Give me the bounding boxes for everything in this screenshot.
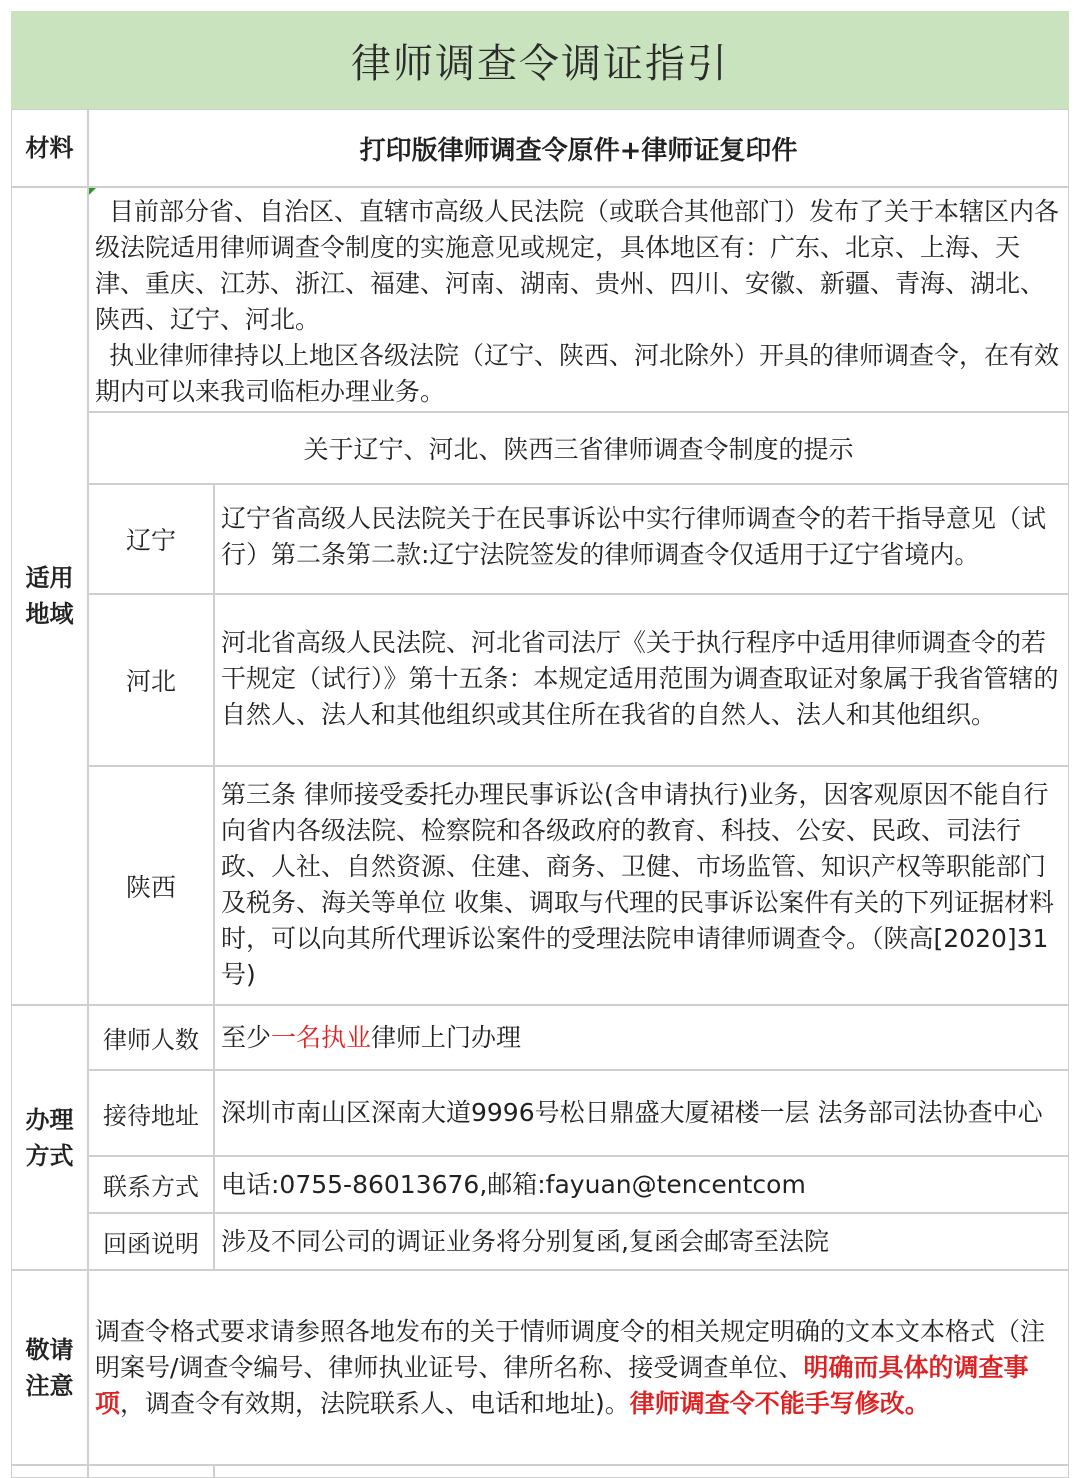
notice-label-line2: 注意 xyxy=(25,1371,74,1400)
lawyer-count-suffix: 律师上门办理 xyxy=(371,1022,522,1052)
notice-text xyxy=(88,1270,1069,1465)
region-intro-paragraph-2: 执业律师律持以上地区各级法院（辽宁、陕西、河北除外）开具的律师调查令，在有效期内可以来我司临柜办理业务。 xyxy=(95,341,1060,406)
next-row-cell xyxy=(214,1465,1069,1478)
notice-label xyxy=(11,1270,88,1465)
region-intro-paragraph-1: 目前部分省、自治区、直辖市高级人民法院（或联合其他部门）发布了关于本辖区内各级法院适用律师调查令制度的实施意见或规定，具体地区有：广东、北京、上海、天津、重庆、江苏、浙江、福建、河南、湖南、贵州、四川、安徽、新疆、青海、湖北、陕西、辽宁、河北。 xyxy=(95,197,1060,334)
province-text-shaanxi: 第三条 律师接受委托办理民事诉讼(含申请执行)业务，因客观原因不能自行向省内各级法院、检察院和各级政府的教育、科技、公安、民政、司法行政、人社、自然资源、住建、商务、卫健、市场监管、知识产权等职能部门及税务、海关等单位 收集、调取与代理的民事诉讼案件有关的下列证据材料时，可以向其所代理诉讼案件的受理法院申请律师调查令。（陕高[2020]31号) xyxy=(214,766,1069,1005)
address-label: 接待地址 xyxy=(88,1070,214,1156)
next-row-cell xyxy=(88,1465,214,1478)
contact-value: 电话:0755-86013676,邮箱:fayuan@tencentcom xyxy=(214,1156,1069,1213)
notice-label-line1: 敬请 xyxy=(25,1335,74,1364)
lawyer-count-label: 律师人数 xyxy=(88,1005,214,1070)
address-value: 深圳市南山区深南大道9996号松日鼎盛大厦裙楼一层 法务部司法协查中心 xyxy=(214,1070,1069,1156)
region-label-line1: 适用 xyxy=(25,564,74,592)
method-label xyxy=(11,1005,88,1270)
cell-comment-marker xyxy=(89,188,96,195)
page-title: 律师调查令调证指引 xyxy=(11,11,1069,109)
guide-sheet xyxy=(11,11,1069,1478)
province-name-hebei: 河北 xyxy=(88,594,214,766)
next-row-cell xyxy=(11,1465,88,1478)
notice-part-3: ，调查令有效期，法院联系人、电话和地址)。 xyxy=(120,1388,630,1418)
notice-warning-no-handwriting: 律师调查令不能手写修改。 xyxy=(629,1388,930,1418)
province-name-shaanxi: 陕西 xyxy=(88,766,214,1005)
province-text-hebei: 河北省高级人民法院、河北省司法厅《关于执行程序中适用律师调查令的若干规定（试行）》第十五条：本规定适用范围为调查取证对象属于我省管辖的自然人、法人和其他组织或其住所在我省的自然人、法人和其他组织。 xyxy=(214,594,1069,766)
method-label-line1: 办理 xyxy=(25,1105,74,1134)
contact-label: 联系方式 xyxy=(88,1156,214,1213)
province-text-liaoning: 辽宁省高级人民法院关于在民事诉讼中实行律师调查令的若干指导意见（试行）第二条第二款:辽宁法院签发的律师调查令仅适用于辽宁省境内。 xyxy=(214,484,1069,594)
lawyer-count-highlight: 一名执业 xyxy=(271,1022,372,1052)
province-name-liaoning: 辽宁 xyxy=(88,484,214,594)
reply-label: 回函说明 xyxy=(88,1213,214,1270)
lawyer-count-value xyxy=(214,1005,1069,1070)
region-label-line2: 地域 xyxy=(25,600,74,628)
method-label-line2: 方式 xyxy=(25,1141,74,1170)
material-label: 材料 xyxy=(11,109,88,187)
lawyer-count-prefix: 至少 xyxy=(221,1022,272,1052)
notice-part-1: 调查令格式要求请参照各地发布的关于情师调度令的相关规定明确的文本文本格式（注明案号/调查令编号、律师执业证号、律所名称、接受调查单位、 xyxy=(95,1316,1046,1382)
region-intro xyxy=(88,187,1069,412)
region-note-heading: 关于辽宁、河北、陕西三省律师调查令制度的提示 xyxy=(88,412,1069,484)
reply-value: 涉及不同公司的调证业务将分别复函,复函会邮寄至法院 xyxy=(214,1213,1069,1270)
material-value: 打印版律师调查令原件+律师证复印件 xyxy=(88,109,1069,187)
region-label xyxy=(11,187,88,1005)
notice-highlight-specific-items: 明确而具体的调查事项 xyxy=(95,1352,1029,1418)
